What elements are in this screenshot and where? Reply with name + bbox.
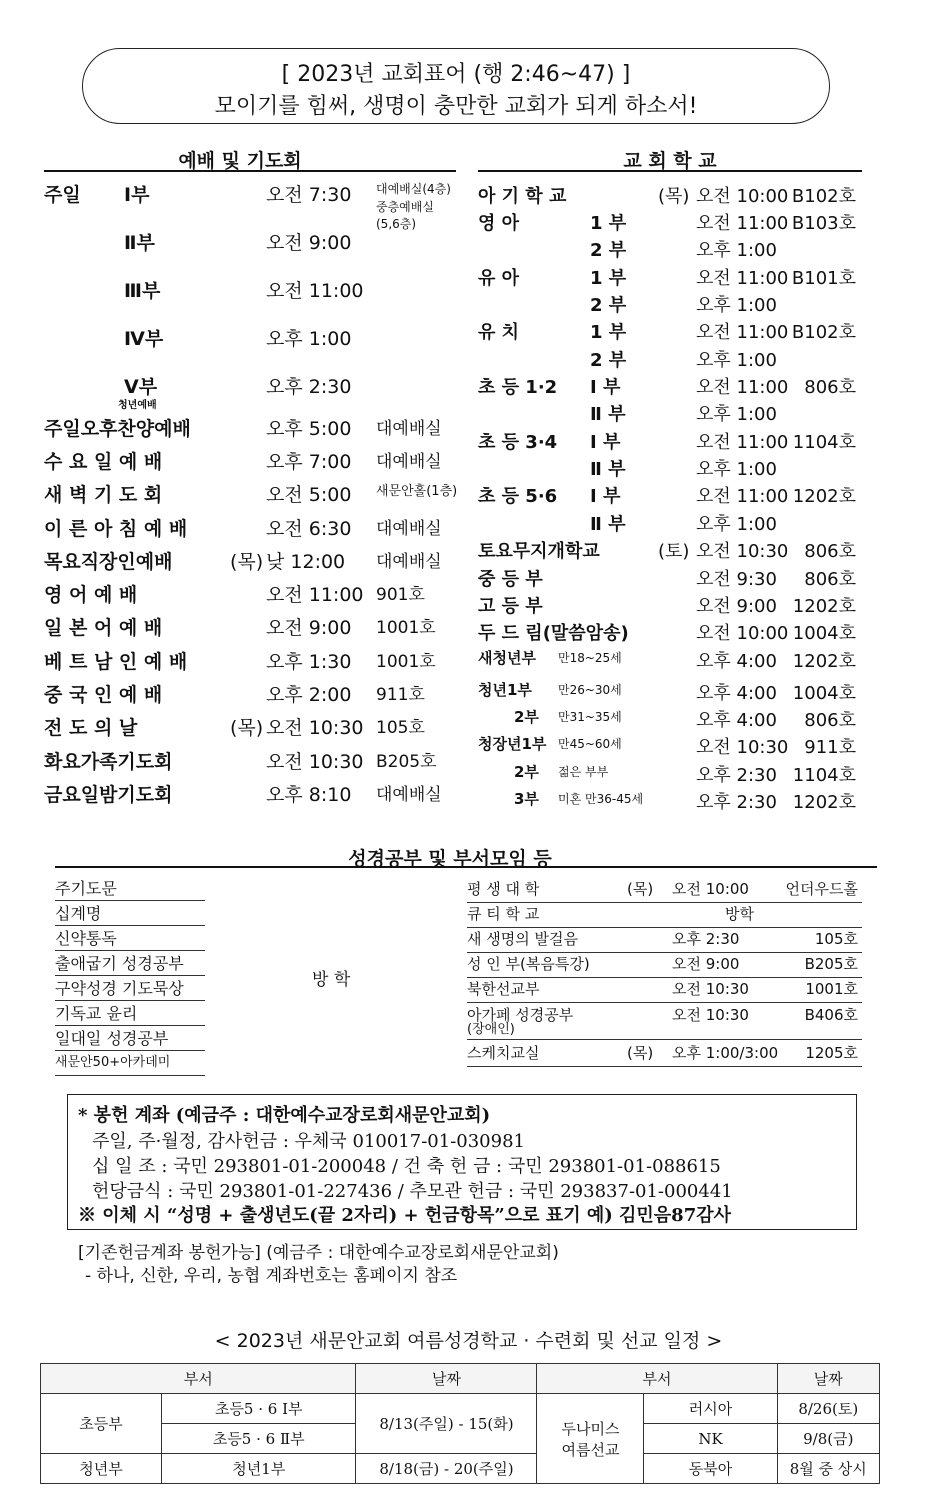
- worship-row: [44, 747, 464, 777]
- school-group: 2 부: [590, 350, 627, 371]
- table-header: 부서: [537, 1364, 777, 1394]
- study-item: 구약성경 기도묵상: [55, 976, 205, 1001]
- worship-time: 오후 2:30: [266, 376, 352, 398]
- mission-dept: 여름선교: [561, 1440, 620, 1459]
- study-time: 오전 10:00: [672, 880, 749, 898]
- table-cell: 8월 중 상시: [777, 1454, 879, 1484]
- school-group: Ⅱ 부: [590, 404, 626, 425]
- youth-room: 1202호: [792, 792, 856, 813]
- offering-header: * 봉헌 계좌 (예금주 : 대한예수교장로회새문안교회): [78, 1105, 491, 1126]
- school-time: 오후 1:00: [696, 240, 777, 261]
- youth-time: 오후 4:00: [696, 683, 777, 704]
- study-time: 오후 2:30: [672, 930, 740, 948]
- table-cell: 청년부: [41, 1454, 162, 1484]
- study-name: 성 인 부(복음특강): [467, 955, 590, 973]
- school-name: 초 등 5·6: [478, 486, 558, 507]
- school-name: 중 등 부: [478, 569, 543, 590]
- worship-row: [44, 580, 464, 610]
- worship-time: 오전 10:30: [266, 717, 364, 739]
- school-group: 1 부: [590, 268, 627, 289]
- school-time: 오전 11:00: [696, 213, 789, 234]
- worship-day: (목): [230, 551, 264, 573]
- worship-row: [44, 647, 464, 677]
- study-time: 오전 10:30: [672, 980, 749, 998]
- table-cell: 초등부: [41, 1394, 162, 1454]
- school-row: [478, 264, 868, 290]
- school-room: 806호: [804, 569, 856, 590]
- school-time: 오후 1:00: [696, 295, 777, 316]
- study-place: 105호: [814, 930, 858, 948]
- school-row: [478, 537, 868, 563]
- study-row: [467, 928, 862, 953]
- school-name: 영 아: [478, 213, 520, 234]
- table-cell: 초등5 · 6 Ⅱ부: [162, 1424, 356, 1454]
- study-name: 북한선교부: [467, 980, 540, 998]
- school-room: 806호: [804, 377, 856, 398]
- worship-row: [44, 480, 464, 510]
- worship-place: 대예배실: [376, 419, 442, 439]
- school-rule: [478, 170, 862, 172]
- worship-name: 주일: [44, 184, 81, 206]
- motto-text: 모이기를 힘써, 생명이 충만한 교회가 되게 하소서!: [214, 94, 698, 119]
- worship-day: (목): [230, 717, 264, 739]
- study-left-time: 방 학: [312, 970, 351, 990]
- study-time: 오후 1:00/3:00: [672, 1044, 779, 1062]
- study-rule: [55, 866, 877, 868]
- worship-row: [44, 680, 464, 710]
- school-time: 오후 1:00: [696, 514, 777, 535]
- school-group: Ⅰ 부: [590, 432, 621, 453]
- study-item: 일대일 성경공부: [55, 1026, 205, 1051]
- study-row: [467, 978, 862, 1003]
- worship-name: 주일오후찬양예배: [44, 418, 191, 440]
- worship-place: 대예배실: [376, 452, 442, 472]
- table-header: 부서: [41, 1364, 356, 1394]
- study-row: [467, 953, 862, 978]
- worship-row: [44, 228, 464, 258]
- offering-line: 십 일 조 : 국민 293801-01-200048 / 건 축 헌 금 : 국민 293801-01-088615: [92, 1156, 721, 1177]
- offering-line: 주일, 주·월정, 감사헌금 : 우체국 010017-01-030981: [92, 1131, 525, 1152]
- youth-name: 새청년부: [478, 649, 536, 667]
- worship-time: 오후 2:00: [266, 684, 352, 706]
- worship-place: 대예배실: [376, 552, 442, 572]
- youth-time: 오후 4:00: [696, 651, 777, 672]
- study-item: 새문안50+아카데미: [55, 1051, 205, 1076]
- worship-time: 오전 10:30: [266, 751, 364, 773]
- school-group: 1 부: [590, 322, 627, 343]
- study-item: 신약통독: [55, 926, 205, 951]
- school-time: 오전 10:00: [696, 623, 789, 644]
- school-row: [478, 592, 868, 618]
- youth-time: 오전 10:30: [696, 737, 789, 758]
- worship-sub: Ⅳ부: [124, 328, 164, 350]
- youth-room: 911호: [804, 737, 856, 758]
- worship-place: 새문안홀(1층): [376, 484, 458, 499]
- school-group: Ⅱ 부: [590, 514, 626, 535]
- table-cell: 러시아: [644, 1394, 777, 1424]
- worship-row: [44, 372, 464, 402]
- school-room: B102호: [791, 322, 856, 343]
- study-name: 큐 티 학 교: [467, 905, 540, 923]
- table-cell: 동북아: [644, 1454, 777, 1484]
- study-place: 1001호: [805, 980, 858, 998]
- worship-sub: Ⅴ부: [124, 376, 158, 398]
- school-room: 1202호: [792, 596, 856, 617]
- school-row: [478, 428, 868, 454]
- school-room: 1202호: [792, 486, 856, 507]
- worship-name: 수 요 일 예 배: [44, 451, 163, 473]
- worship-sub: Ⅰ부: [124, 184, 150, 206]
- worship-time: 오후 7:00: [266, 451, 352, 473]
- school-time: 오전 10:30: [696, 541, 789, 562]
- youth-room: 1202호: [792, 651, 856, 672]
- worship-time: 오후 5:00: [266, 418, 352, 440]
- school-time: 오전 10:00: [696, 186, 789, 207]
- youth-row: [478, 733, 868, 759]
- school-time: 오전 11:00: [696, 432, 789, 453]
- worship-place: 1001호: [376, 652, 436, 672]
- worship-row: [44, 514, 464, 544]
- school-name: 두 드 림(말씀암송): [478, 623, 629, 644]
- mission-dept: 두나미스: [561, 1419, 620, 1438]
- youth-age: 젊은 부부: [558, 765, 609, 779]
- worship-time: 오전 5:00: [266, 484, 352, 506]
- table-cell: [537, 1394, 644, 1484]
- worship-time: 오전 6:30: [266, 518, 352, 540]
- study-name: 새 생명의 발걸음: [467, 930, 578, 948]
- youth-name: 3부: [514, 790, 539, 808]
- worship-row: [44, 713, 464, 743]
- school-time: 오후 1:00: [696, 459, 777, 480]
- table-cell: 8/26(토): [777, 1394, 879, 1424]
- worship-place: 대예배실(4층): [376, 182, 451, 196]
- school-time: 오전 11:00: [696, 377, 789, 398]
- youth-room: 806호: [804, 710, 856, 731]
- school-row: [478, 482, 868, 508]
- school-row: [478, 318, 868, 344]
- school-row: [478, 373, 868, 399]
- study-place: 언더우드홀: [785, 880, 858, 898]
- youth-row: [478, 761, 868, 787]
- study-name: 평 생 대 학: [467, 880, 540, 898]
- table-header: 날짜: [777, 1364, 879, 1394]
- worship-sub: Ⅱ부: [124, 232, 155, 254]
- youth-row: [478, 788, 868, 814]
- worship-place-extra: (5,6층): [376, 217, 417, 231]
- school-group: Ⅰ 부: [590, 377, 621, 398]
- youth-worship-note: 청년예배: [118, 400, 157, 411]
- youth-time: 오후 2:30: [696, 792, 777, 813]
- study-item: 십계명: [55, 901, 205, 926]
- school-row: [478, 619, 868, 645]
- worship-name: 이 른 아 침 예 배: [44, 518, 188, 540]
- youth-row: [478, 647, 868, 673]
- table-cell: NK: [644, 1424, 777, 1454]
- worship-place-extra: 중층예배실: [376, 200, 434, 214]
- youth-name: 청년1부: [478, 681, 532, 699]
- youth-row: [478, 706, 868, 732]
- school-row: [478, 291, 868, 317]
- school-time: 오전 9:00: [696, 596, 777, 617]
- table-cell: 9/8(금): [777, 1424, 879, 1454]
- summer-title: < 2023년 새문안교회 여름성경학교 · 수련회 및 선교 일정 >: [214, 1330, 723, 1352]
- study-place: B205호: [804, 955, 858, 973]
- study-place: B406호: [804, 1006, 858, 1024]
- school-time: 오후 1:00: [696, 350, 777, 371]
- school-room: 1104호: [792, 432, 856, 453]
- worship-row: [44, 613, 464, 643]
- youth-name: 2부: [514, 708, 539, 726]
- worship-row: [44, 276, 464, 306]
- school-name: 초 등 3·4: [478, 432, 558, 453]
- school-row: [478, 182, 868, 208]
- worship-name: 전 도 의 날: [44, 717, 138, 739]
- school-row: [478, 565, 868, 591]
- school-name: 유 아: [478, 268, 520, 289]
- school-name: 토요무지개학교: [478, 541, 600, 562]
- youth-age: 만18~25세: [558, 651, 622, 665]
- school-time: 오후 1:00: [696, 404, 777, 425]
- worship-time: 오후 1:30: [266, 651, 352, 673]
- school-day: (토): [658, 541, 690, 562]
- youth-row: [478, 679, 868, 705]
- study-time: 방학: [725, 905, 754, 923]
- school-name: 고 등 부: [478, 596, 543, 617]
- table-cell: 초등5 · 6 Ⅰ부: [162, 1394, 356, 1424]
- worship-time: 오전 9:00: [266, 617, 352, 639]
- study-title: 성경공부 및 부서모임 등: [348, 848, 552, 870]
- worship-row: [44, 447, 464, 477]
- worship-place: 1001호: [376, 618, 436, 638]
- worship-place: B205호: [376, 752, 437, 772]
- worship-name: 영 어 예 배: [44, 584, 138, 606]
- youth-room: 1004호: [792, 683, 856, 704]
- offering-notice: ※ 이체 시 “성명 + 출생년도(끝 2자리) + 헌금항목”으로 표기 예) 김민음87감사: [78, 1205, 732, 1226]
- study-row: [467, 878, 862, 903]
- worship-place: 901호: [376, 585, 425, 605]
- offering-note: [기존헌금계좌 봉헌가능] (예금주 : 대한예수교장로회새문안교회): [78, 1243, 559, 1263]
- school-name: 아 기 학 교: [478, 186, 567, 207]
- worship-time: 오전 9:00: [266, 232, 352, 254]
- worship-name: 중 국 인 예 배: [44, 684, 163, 706]
- worship-row: [44, 547, 464, 577]
- motto-banner: [82, 48, 830, 124]
- study-row: [467, 1004, 862, 1040]
- offering-line: 헌당금식 : 국민 293801-01-227436 / 추모관 헌금 : 국민 293837-01-000441: [92, 1181, 733, 1202]
- worship-time: 오후 8:10: [266, 784, 352, 806]
- youth-age: 만26~30세: [558, 683, 622, 697]
- study-name: 아가페 성경공부: [467, 1006, 574, 1024]
- offering-note: - 하나, 신한, 우리, 농협 계좌번호는 홈페이지 참조: [85, 1266, 458, 1286]
- table-cell: 8/13(주일) - 15(화): [356, 1394, 537, 1454]
- worship-time: 오후 1:00: [266, 328, 352, 350]
- school-time: 오전 9:30: [696, 569, 777, 590]
- worship-name: 새 벽 기 도 회: [44, 484, 163, 506]
- school-time: 오전 11:00: [696, 486, 789, 507]
- worship-name: 금요일밤기도회: [44, 784, 173, 806]
- school-row: [478, 346, 868, 372]
- youth-time: 오후 4:00: [696, 710, 777, 731]
- youth-name: 2부: [514, 763, 539, 781]
- school-row: [478, 510, 868, 536]
- worship-title: 예배 및 기도회: [178, 150, 302, 172]
- youth-name: 청장년1부: [478, 735, 547, 753]
- school-group: Ⅱ 부: [590, 459, 626, 480]
- study-name: 스케치교실: [467, 1044, 540, 1062]
- youth-age: 미혼 만36-45세: [558, 792, 644, 806]
- school-title: 교 회 학 교: [623, 150, 717, 172]
- school-name: 유 치: [478, 322, 520, 343]
- worship-name: 베 트 남 인 예 배: [44, 651, 188, 673]
- table-cell: 8/18(금) - 20(주일): [356, 1454, 537, 1484]
- worship-rule: [44, 170, 456, 172]
- motto-title: [ 2023년 교회표어 (행 2:46~47) ]: [281, 62, 631, 87]
- school-room: 806호: [804, 541, 856, 562]
- school-group: 1 부: [590, 213, 627, 234]
- school-row: [478, 400, 868, 426]
- worship-sub: Ⅲ부: [124, 280, 161, 302]
- worship-name: 화요가족기도회: [44, 751, 173, 773]
- youth-age: 만45~60세: [558, 737, 622, 751]
- worship-row: [44, 414, 464, 444]
- youth-time: 오후 2:30: [696, 765, 777, 786]
- worship-time: 낮 12:00: [266, 551, 346, 573]
- worship-place: 911호: [376, 685, 425, 705]
- worship-place: 105호: [376, 718, 425, 738]
- worship-time: 오전 11:00: [266, 584, 364, 606]
- school-group: Ⅰ 부: [590, 486, 621, 507]
- school-group: 2 부: [590, 295, 627, 316]
- school-room: B101호: [791, 268, 856, 289]
- school-room: B103호: [791, 213, 856, 234]
- youth-room: 1104호: [792, 765, 856, 786]
- study-sub: (장애인): [467, 1022, 515, 1037]
- study-day: (목): [627, 880, 654, 898]
- offering-box: [67, 1094, 857, 1230]
- study-time: 오전 9:00: [672, 955, 740, 973]
- study-item: 출애굽기 성경공부: [55, 951, 205, 976]
- worship-place: 대예배실: [376, 519, 442, 539]
- worship-time: 오전 11:00: [266, 280, 364, 302]
- school-time: 오전 11:00: [696, 268, 789, 289]
- worship-row: [44, 780, 464, 810]
- study-row: [467, 903, 862, 928]
- school-name: 초 등 1·2: [478, 377, 558, 398]
- school-day: (목): [658, 186, 690, 207]
- school-row: [478, 209, 868, 235]
- table-header: 날짜: [356, 1364, 537, 1394]
- worship-name: 일 본 어 예 배: [44, 617, 163, 639]
- worship-place: 대예배실: [376, 785, 442, 805]
- study-day: (목): [627, 1044, 654, 1062]
- study-place: 1205호: [805, 1044, 858, 1062]
- study-time: 오전 10:30: [672, 1006, 749, 1024]
- school-room: B102호: [791, 186, 856, 207]
- study-item: 기독교 윤리: [55, 1001, 205, 1026]
- worship-row: [44, 324, 464, 354]
- school-row: [478, 455, 868, 481]
- school-row: [478, 236, 868, 262]
- worship-name: 목요직장인예배: [44, 551, 173, 573]
- youth-age: 만31~35세: [558, 710, 622, 724]
- school-time: 오전 11:00: [696, 322, 789, 343]
- worship-time: 오전 7:30: [266, 184, 352, 206]
- summer-schedule-table: [40, 1363, 880, 1484]
- study-row: [467, 1042, 862, 1067]
- school-room: 1004호: [792, 623, 856, 644]
- table-cell: 청년1부: [162, 1454, 356, 1484]
- study-item: 주기도문: [55, 876, 205, 901]
- school-group: 2 부: [590, 240, 627, 261]
